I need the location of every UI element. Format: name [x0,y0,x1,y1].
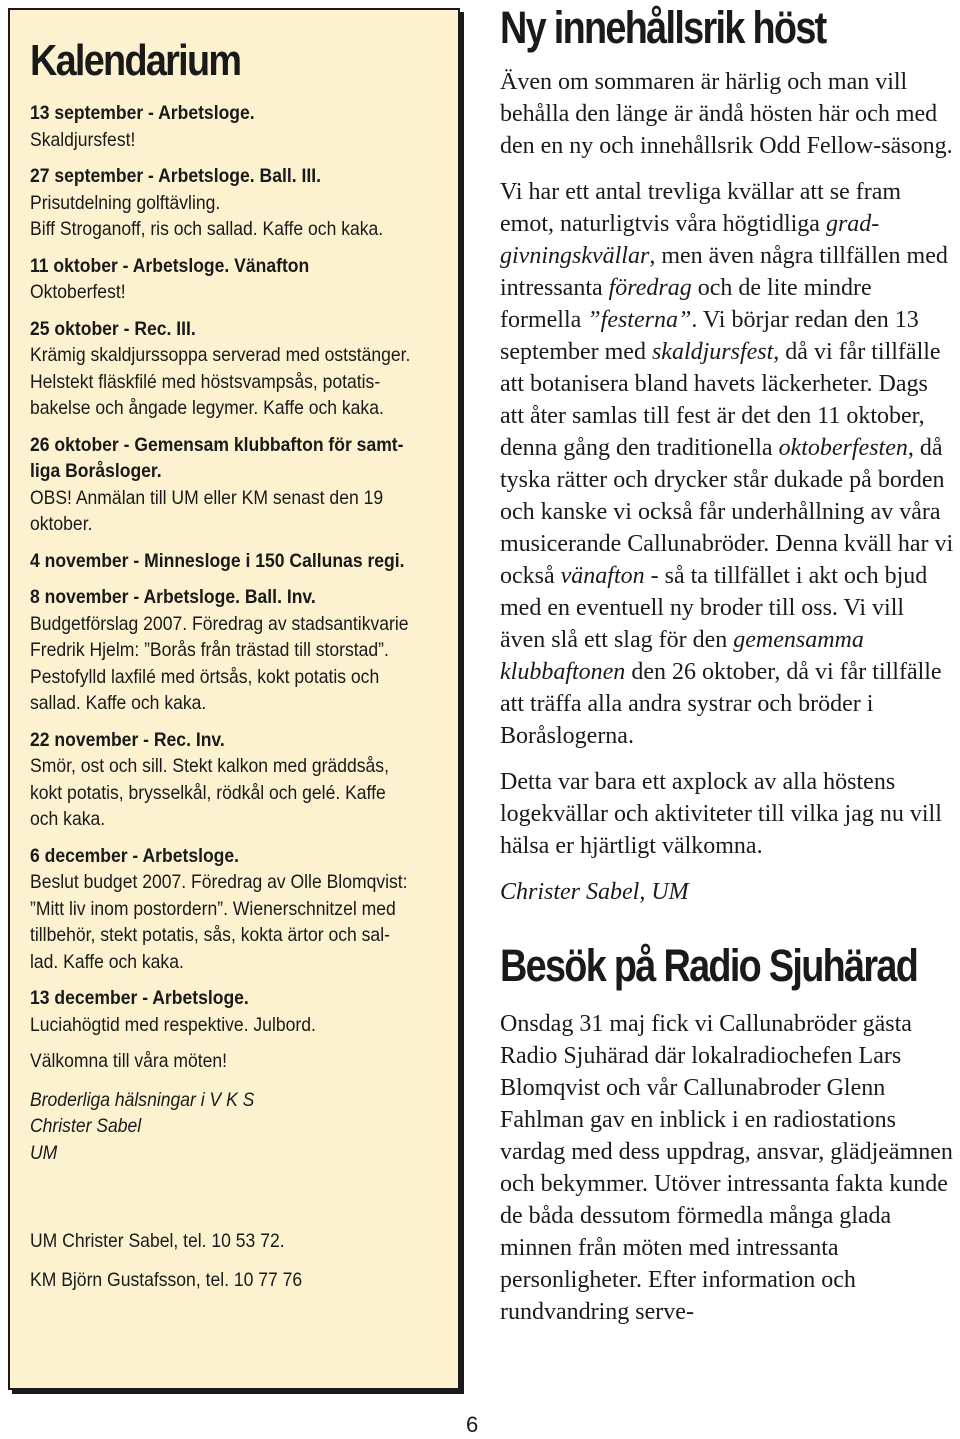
emphasis-text: grad-givningskvällar [500,211,880,269]
emphasis-text: gemensamma klubbaftonen [500,627,864,685]
event-detail: Luciahögtid med respektive. Julbord. [30,1013,316,1036]
event-detail: och kaka. [30,808,106,830]
signature-line: Broderliga hälsningar i V K S [30,1088,255,1111]
event-detail: Pestofylld laxfilé med örtsås, kokt potatis och [30,665,380,688]
right-column [500,0,955,1342]
calendar-event [30,163,444,243]
emphasis-text: vänafton [560,563,645,589]
event-heading: 25 oktober - Rec. III. [30,317,196,340]
calendar-event [30,985,444,1038]
emphasis-text: ”festerna” [587,307,692,333]
calendar-event [30,548,444,575]
body-text: Vi har ett antal trevliga kvällar att se fram emot, naturligtvis våra högtidliga [500,179,902,237]
event-detail: Helstekt fläskfilé med höstsvampsås, potatis- [30,370,381,393]
article1-paragraph: Även om sommaren är härlig och man vill behålla den länge är ändå hösten här och med den en ny och innehållsrik Odd Fellow-säsong. [500,69,953,159]
body-text: , då vi får tillfälle att botanisera bland havets läckerheter. Dags att åter samlas till fest är det den 11 oktober, denna gång den traditionella [500,339,941,461]
event-heading: 4 november - Minnesloge i 150 Callunas regi. [30,549,405,572]
calendar-events [30,100,440,1038]
calendar-event [30,584,444,717]
event-detail: OBS! Anmälan till UM eller KM senast den 19 [30,486,384,509]
emphasis-text: skaldjursfest [651,339,774,365]
event-detail: Oktoberfest! [30,281,126,303]
calendar-event [30,432,444,538]
calendar-event [30,100,444,153]
event-heading: 13 september - Arbetsloge. [30,102,255,124]
event-heading: 13 december - Arbetsloge. [30,987,249,1009]
event-detail: Fredrik Hjelm: ”Borås från trästad till storstad”. [30,639,389,661]
calendar-title: Kalendarium [30,36,241,85]
calendar-event [30,843,444,976]
body-text: , men även några tillfällen med intressanta [500,243,948,301]
page-number: 6 [466,1412,479,1437]
article2-paragraph: Onsdag 31 maj fick vi Callunabröder gästa Radio Sjuhärad där lokalradiochefen Lars Blomqvist och vår Callunabroder Glenn Fahlman gav en inblick i en radiostations vardag med dess uppdrag, ansvar, glädjeämnen och bekymmer. Utöver intressanta fakta kunde de båda dessutom förmedla många glada minnen från möten med intressanta personligheter. Efter information och rundvandring serve- [500,1011,953,1325]
event-detail: Beslut budget 2007. Föredrag av Olle Blomqvist: [30,871,408,893]
event-detail: Budgetförslag 2007. Föredrag av stadsantikvarie [30,612,409,635]
event-detail: Prisutdelning golftävling. [30,191,221,214]
body-text: den 26 oktober, då vi får tillfälle att träffa alla andra systrar och bröder i Boråslogerna. [500,659,942,749]
welcome-text: Välkomna till våra möten! [30,1050,228,1072]
body-text: , då tyska rätter och drycker står dukade på borden och kanske vi också får underhållning av våra musicerande Callunabröder. Denna kväll har vi också [500,435,954,589]
event-detail: ”Mitt liv inom postordern”. Wienerschnitzel med [30,897,396,920]
event-heading: 6 december - Arbetsloge. [30,844,240,867]
event-heading: 26 oktober - Gemensam klubbafton för samt- [30,433,404,456]
event-heading: liga Boråsloger. [30,460,162,482]
contact-um: UM Christer Sabel, tel. 10 53 72. [30,1230,285,1252]
event-detail: kokt potatis, brysselkål, rödkål och gelé. Kaffe [30,781,386,804]
article1-paragraph: Detta var bara ett axplock av alla höstens logekvällar och aktiviteter till vilka jag nu vill hälsa er hjärtligt välkomna. [500,769,942,859]
event-detail: Skaldjursfest! [30,128,136,151]
signature-line: UM [30,1141,58,1164]
contact-km: KM Björn Gustafsson, tel. 10 77 76 [30,1268,303,1291]
calendar-signature [30,1087,399,1167]
article1-paragraph [500,176,955,752]
event-heading: 8 november - Arbetsloge. Ball. Inv. [30,586,316,608]
calendar-box [8,8,460,1390]
emphasis-text: föredrag [608,275,692,301]
event-detail: Krämig skaldjurssoppa serverad med oststänger. [30,344,411,366]
calendar-event [30,316,444,422]
event-detail: Smör, ost och sill. Stekt kalkon med gräddsås, [30,755,389,777]
event-detail: sallad. Kaffe och kaka. [30,692,207,714]
event-detail: oktober. [30,513,93,535]
event-detail: Biff Stroganoff, ris och sallad. Kaffe och kaka. [30,218,384,240]
article1-signature: Christer Sabel, UM [500,879,689,905]
emphasis-text: oktoberfesten [778,435,908,461]
event-heading: 11 oktober - Arbetsloge. Vänafton [30,254,310,277]
calendar-event [30,253,444,306]
event-detail: bakelse och ångade legymer. Kaffe och kaka. [30,397,384,419]
signature-line: Christer Sabel [30,1115,142,1137]
event-detail: lad. Kaffe och kaka. [30,950,184,973]
event-heading: 22 november - Rec. Inv. [30,728,225,751]
event-detail: tillbehör, stekt potatis, sås, kokta ärtor och sal- [30,924,390,946]
event-heading: 27 september - Arbetsloge. Ball. III. [30,165,321,187]
body-text: och de lite mindre formella [500,275,872,333]
body-text: - så ta tillfället i akt och bjud med en eventuell ny broder till oss. Vi vill även slå ett slag för den [500,563,928,653]
article1-title: Ny innehållsrik höst [500,2,826,53]
calendar-event [30,727,444,833]
body-text: . Vi börjar redan den 13 september med [500,307,919,365]
article2-title: Besök på Radio Sjuhärad [500,940,918,991]
